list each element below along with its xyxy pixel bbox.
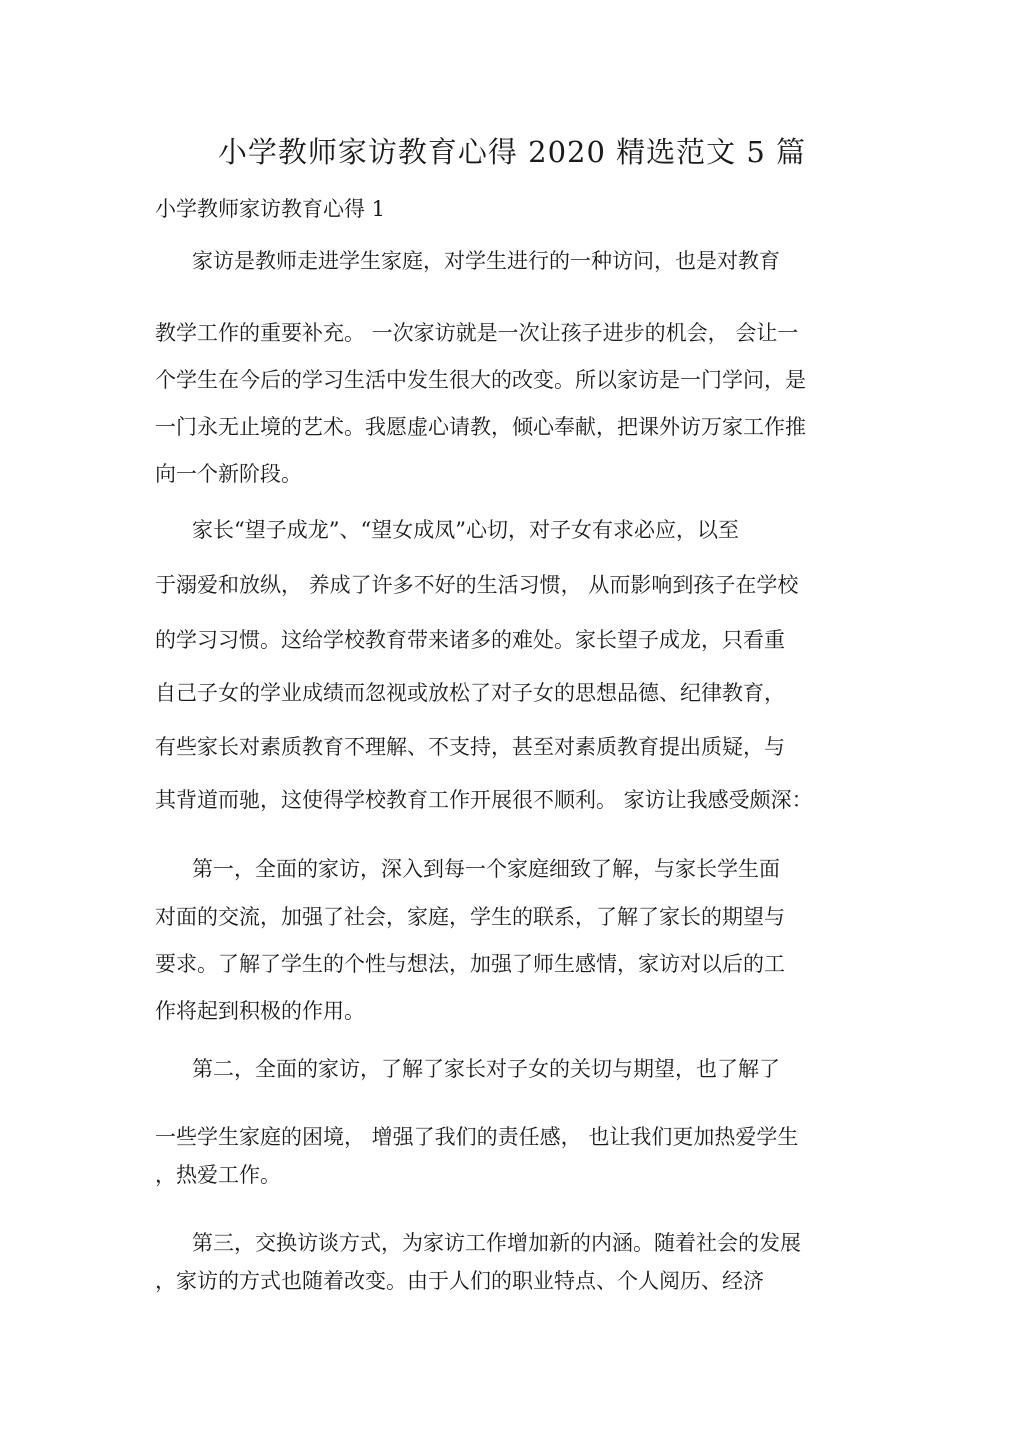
paragraph-line: 于溺爱和放纵， 养成了许多不好的生活习惯， 从而影响到孩子在学校	[155, 573, 799, 597]
paragraph-line: 的学习习惯。这给学校教育带来诸多的难处。家长望子成龙，只看重	[155, 628, 785, 652]
paragraph-line: ，家访的方式也随着改变。由于人们的职业特点、个人阅历、经济	[155, 1269, 764, 1293]
section-heading: 小学教师家访教育心得 1	[155, 197, 386, 221]
paragraph-line: ，热爱工作。	[155, 1163, 281, 1187]
document-title: 小学教师家访教育心得 2020 精选范文 5 篇	[217, 135, 807, 169]
paragraph-line: 向一个新阶段。	[155, 462, 302, 486]
paragraph-line: 自己子女的学业成绩而忽视或放松了对子女的思想品德、纪律教育，	[155, 681, 785, 705]
paragraph-line: 教学工作的重要补充。 一次家访就是一次让孩子进步的机会， 会让一	[155, 321, 799, 345]
paragraph-line: 对面的交流，加强了社会，家庭，学生的联系，了解了家长的期望与	[155, 905, 785, 929]
paragraph-line: 第一，全面的家访，深入到每一个家庭细致了解，与家长学生面	[192, 857, 780, 881]
paragraph-line: 家访是教师走进学生家庭，对学生进行的一种访问，也是对教育	[192, 249, 780, 273]
paragraph-line: 家长“望子成龙”、“望女成凤”心切，对子女有求必应，以至	[192, 518, 739, 542]
paragraph-line: 其背道而驰，这使得学校教育工作开展很不顺利。 家访让我感受颇深：	[155, 788, 813, 812]
paragraph-line: 有些家长对素质教育不理解、不支持，甚至对素质教育提出质疑，与	[155, 735, 785, 759]
paragraph-line: 一些学生家庭的困境， 增强了我们的责任感， 也让我们更加热爱学生	[155, 1125, 799, 1149]
paragraph-line: 作将起到积极的作用。	[155, 999, 365, 1023]
paragraph-line: 一门永无止境的艺术。我愿虚心请教，倾心奉献，把课外访万家工作推	[155, 415, 806, 439]
paragraph-line: 第二，全面的家访，了解了家长对子女的关切与期望，也了解了	[192, 1057, 780, 1081]
paragraph-line: 第三，交换访谈方式，为家访工作增加新的内涵。随着社会的发展	[192, 1231, 801, 1255]
paragraph-line: 要求。了解了学生的个性与想法，加强了师生感情，家访对以后的工	[155, 952, 785, 976]
paragraph-line: 个学生在今后的学习生活中发生很大的改变。所以家访是一门学问，是	[155, 368, 806, 392]
